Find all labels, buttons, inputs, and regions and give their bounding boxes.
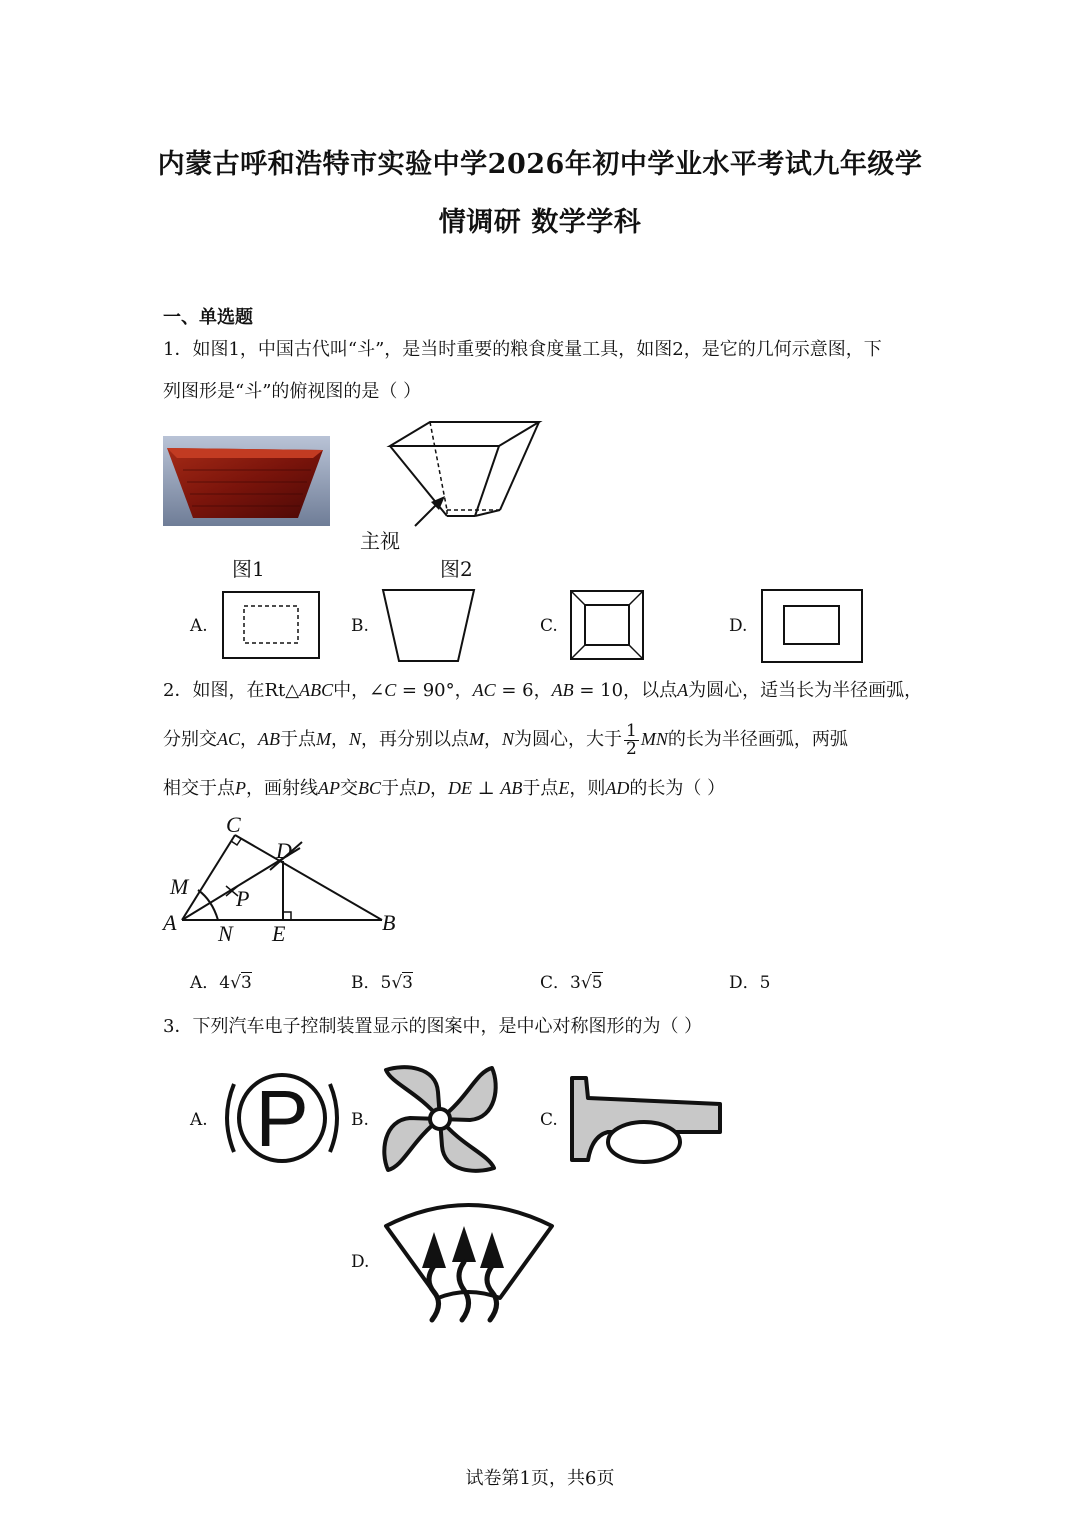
q2-t: ，再分别以点 <box>361 729 470 750</box>
q2-t: ， <box>240 729 259 750</box>
q1-option-c-figure <box>570 590 644 660</box>
q2-v: M <box>316 729 332 749</box>
q2-t: 为圆心，适当长为半径画弧， <box>688 680 923 701</box>
q1-option-b-figure <box>382 589 476 663</box>
q2-t: 的长为半径画弧，两弧 <box>667 729 848 750</box>
q2-opt-rad: 3 <box>402 973 413 993</box>
fan-icon <box>378 1062 502 1176</box>
q2-t: = 10，以点 <box>573 680 678 701</box>
q2-v: P <box>235 778 246 798</box>
q2-opt-rad: 3 <box>240 973 252 993</box>
q2-t: 为圆心，大于 <box>514 729 623 750</box>
q2-opt-coef: 3 <box>570 973 581 993</box>
sqrt-sign: √ <box>580 973 592 993</box>
q2-v: DE <box>448 778 473 798</box>
q2-t: ， <box>331 729 350 750</box>
q2-t: 交 <box>340 778 358 799</box>
q2-opt-letter: B． <box>351 973 381 993</box>
q2-t: ，画射线 <box>246 778 318 799</box>
q3-option-d-label: D. <box>351 1252 370 1272</box>
q3-option-b-label: B. <box>351 1110 369 1130</box>
section-heading: 一、单选题 <box>163 307 253 328</box>
q2-option-c <box>540 968 603 993</box>
q2-t: 分别交 <box>163 729 217 750</box>
q2-frac-num: 1 <box>626 720 637 741</box>
q2-text-line-1 <box>163 678 922 703</box>
q2-v: AB <box>258 729 281 749</box>
q1-figure-2-sketch <box>355 418 555 528</box>
point-label-d: D <box>276 838 292 863</box>
q2-opt-coef: 5 <box>759 973 771 993</box>
q2-fraction <box>624 720 639 759</box>
q2-v: AP <box>318 778 340 798</box>
q2-t: = 6， <box>495 680 552 701</box>
q2-opt-letter: D． <box>729 973 760 993</box>
q2-v: AB <box>551 680 574 700</box>
q2-text-line-2 <box>163 722 848 758</box>
q1-figure-1-photo <box>163 436 330 526</box>
q2-option-d <box>729 968 770 993</box>
q2-opt-letter: A． <box>190 973 220 993</box>
q3-option-c-label: C. <box>540 1110 558 1130</box>
point-label-p: P <box>236 886 250 911</box>
q2-v: C <box>384 680 397 700</box>
parking-brake-icon <box>220 1068 345 1168</box>
sqrt-sign: √ <box>230 973 241 993</box>
q2-v: A <box>677 680 689 700</box>
q2-v: AC <box>472 680 496 700</box>
point-label-e: E <box>272 921 286 946</box>
horn-icon <box>568 1070 726 1168</box>
parking-letter: P <box>255 1074 309 1163</box>
sqrt-sign: √ <box>391 973 403 993</box>
q2-v: N <box>502 729 515 749</box>
q2-v: N <box>349 729 362 749</box>
q2-v: AB <box>500 778 523 798</box>
q2-t: 2．如图，在Rt△ <box>163 680 300 701</box>
q2-option-a <box>190 968 252 993</box>
q1-option-d-label: D. <box>729 616 748 636</box>
q2-opt-letter: C． <box>540 973 571 993</box>
q2-v: AC <box>217 729 241 749</box>
q1-text-line-2: 列图形是“斗”的俯视图的是（ ） <box>163 381 422 402</box>
q2-v: MN <box>640 729 668 749</box>
q2-opt-rad: 5 <box>591 973 603 993</box>
q2-v: AD <box>605 778 630 798</box>
page-footer: 试卷第1页，共6页 <box>465 1468 615 1489</box>
q2-t: ，则 <box>569 778 606 799</box>
q2-opt-coef: 4 <box>219 973 231 993</box>
q2-v: M <box>469 729 485 749</box>
q2-option-b <box>351 968 413 993</box>
q1-option-a-label: A. <box>190 616 208 636</box>
q1-figure-1-caption: 图1 <box>232 557 265 581</box>
q1-figure-2-label: 主视 <box>360 529 400 553</box>
windshield-defrost-icon <box>382 1196 556 1326</box>
q3-text-line-1: 3．下列汽车电子控制装置显示的图案中，是中心对称图形的为（ ） <box>163 1016 703 1037</box>
q2-text-line-3 <box>163 776 725 801</box>
q2-v: ABC <box>299 680 334 700</box>
q2-t: 于点 <box>280 729 317 750</box>
q1-figure-2-caption: 图2 <box>440 557 473 581</box>
q1-text-line-1: 1．如图1，中国古代叫“斗”，是当时重要的粮食度量工具，如图2，是它的几何示意图，下 <box>163 339 882 360</box>
title-line-1: 内蒙古呼和浩特市实验中学2026年初中学业水平考试九年级学 <box>157 149 923 180</box>
q2-v: D <box>417 778 431 798</box>
q2-t: 相交于点 <box>163 778 235 799</box>
q2-opt-coef: 5 <box>380 973 392 993</box>
point-label-c: C <box>226 812 241 837</box>
q2-t: 于点 <box>522 778 559 799</box>
q2-v: BC <box>358 778 382 798</box>
q2-triangle-figure <box>160 810 410 945</box>
title-line-2: 情调研 数学学科 <box>438 207 642 238</box>
point-label-m: M <box>170 874 189 899</box>
q2-t: ， <box>430 778 449 799</box>
q2-t: 的长为（ ） <box>629 778 726 799</box>
q2-t: = 90°， <box>396 680 473 701</box>
q1-option-d-figure <box>761 589 863 663</box>
point-label-n: N <box>218 921 233 946</box>
point-label-a: A <box>163 910 177 935</box>
q1-option-a-figure <box>222 591 320 659</box>
q1-option-c-label: C. <box>540 616 558 636</box>
q2-t: 于点 <box>381 778 418 799</box>
q2-t: ⊥ <box>472 778 501 799</box>
q1-option-b-label: B. <box>351 616 369 636</box>
q3-option-a-label: A. <box>190 1110 208 1130</box>
q2-t: ， <box>484 729 503 750</box>
q2-t: 中，∠ <box>333 680 385 701</box>
point-label-b: B <box>382 910 396 935</box>
q2-v: E <box>558 778 570 798</box>
q2-frac-den: 2 <box>626 738 637 759</box>
